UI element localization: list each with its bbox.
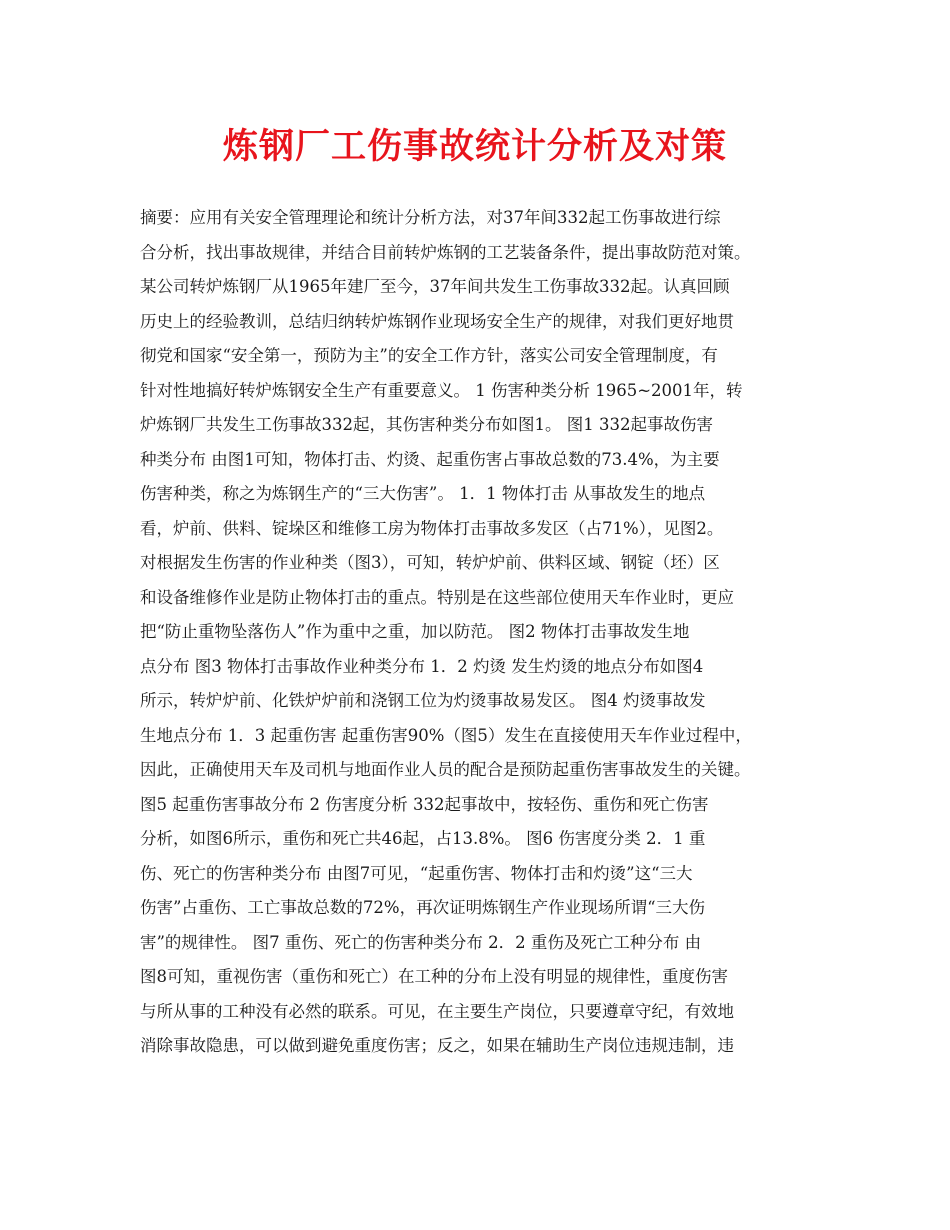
text-line: 点分布 图3 物体打击事故作业种类分布 1．2 灼烫 发生灼烫的地点分布如图4 (140, 656, 704, 676)
text-line: 炉炼钢厂共发生工伤事故332起，其伤害种类分布如图1。 图1 332起事故伤害 (140, 415, 713, 434)
text-line: 图5 起重伤害事故分布 2 伤害度分析 332起事故中，按轻伤、重伤和死亡伤害 (140, 794, 709, 814)
text-line: 合分析，找出事故规律，并结合目前转炉炼钢的工艺装备条件，提出事故防范对策。 (140, 242, 751, 262)
text-line: 针对性地搞好转炉炼钢安全生产有重要意义。 1 伤害种类分析 1965~2001年，转 (140, 380, 743, 400)
text-line: 种类分布 由图1可知，物体打击、灼烫、起重伤害占事故总数的73.4%，为主要 (140, 449, 720, 469)
document-body (140, 201, 818, 1064)
text-line: 分析，如图6所示，重伤和死亡共46起，占13.8%。 图6 伤害度分类 2．1 重 (140, 829, 706, 848)
text-line: 所示，转炉炉前、化铁炉炉前和浇钢工位为灼烫事故易发区。 图4 灼烫事故发 (140, 691, 706, 710)
text-line: 伤害”占重伤、工亡事故总数的72%，再次证明炼钢生产作业现场所谓“三大伤 (140, 898, 706, 917)
text-line: 某公司转炉炼钢厂从1965年建厂至今，37年间共发生工伤事故332起。认真回顾 (140, 277, 730, 296)
text-line: 彻党和国家“安全第一，预防为主”的安全工作方针，落实公司安全管理制度，有 (140, 346, 718, 365)
text-line: 消除事故隐患，可以做到避免重度伤害；反之，如果在辅助生产岗位违规违制，违 (140, 1036, 734, 1055)
text-line: 伤、死亡的伤害种类分布 由图7可见，“起重伤害、物体打击和灼烫”这“三大 (140, 863, 693, 883)
text-line: 与所从事的工种没有必然的联系。可见，在主要生产岗位，只要遵章守纪，有效地 (140, 1001, 734, 1021)
text-line: 和设备维修作业是防止物体打击的重点。特别是在这些部位使用天车作业时，更应 (140, 587, 734, 607)
text-line: 看，炉前、供料、锭垛区和维修工房为物体打击事故多发区（占71%），见图2。 (140, 518, 724, 538)
text-line: 对根据发生伤害的作业种类（图3），可知，转炉炉前、供料区域、钢锭（坯）区 (140, 553, 720, 572)
text-line: 因此，正确使用天车及司机与地面作业人员的配合是预防起重伤害事故发生的关键。 (140, 760, 751, 779)
document-title: 炼钢厂工伤事故统计分析及对策 (222, 126, 727, 167)
text-line: 图8可知，重视伤害（重伤和死亡）在工种的分布上没有明显的规律性，重度伤害 (140, 967, 728, 986)
text-line: 历史上的经验教训，总结归纳转炉炼钢作业现场安全生产的规律，对我们更好地贯 (140, 311, 734, 331)
text-line: 生地点分布 1．3 起重伤害 起重伤害90%（图5）发生在直接使用天车作业过程中， (140, 725, 752, 745)
text-line: 把“防止重物坠落伤人”作为重中之重，加以防范。 图2 物体打击事故发生地 (140, 622, 690, 641)
text-line: 害”的规律性。 图7 重伤、死亡的伤害种类分布 2．2 重伤及死亡工种分布 由 (140, 932, 702, 952)
text-line: 伤害种类，称之为炼钢生产的“三大伤害”。 1．1 物体打击 从事故发生的地点 (140, 484, 706, 503)
text-line: 摘要：应用有关安全管理理论和统计分析方法，对37年间332起工伤事故进行综 (140, 208, 721, 227)
